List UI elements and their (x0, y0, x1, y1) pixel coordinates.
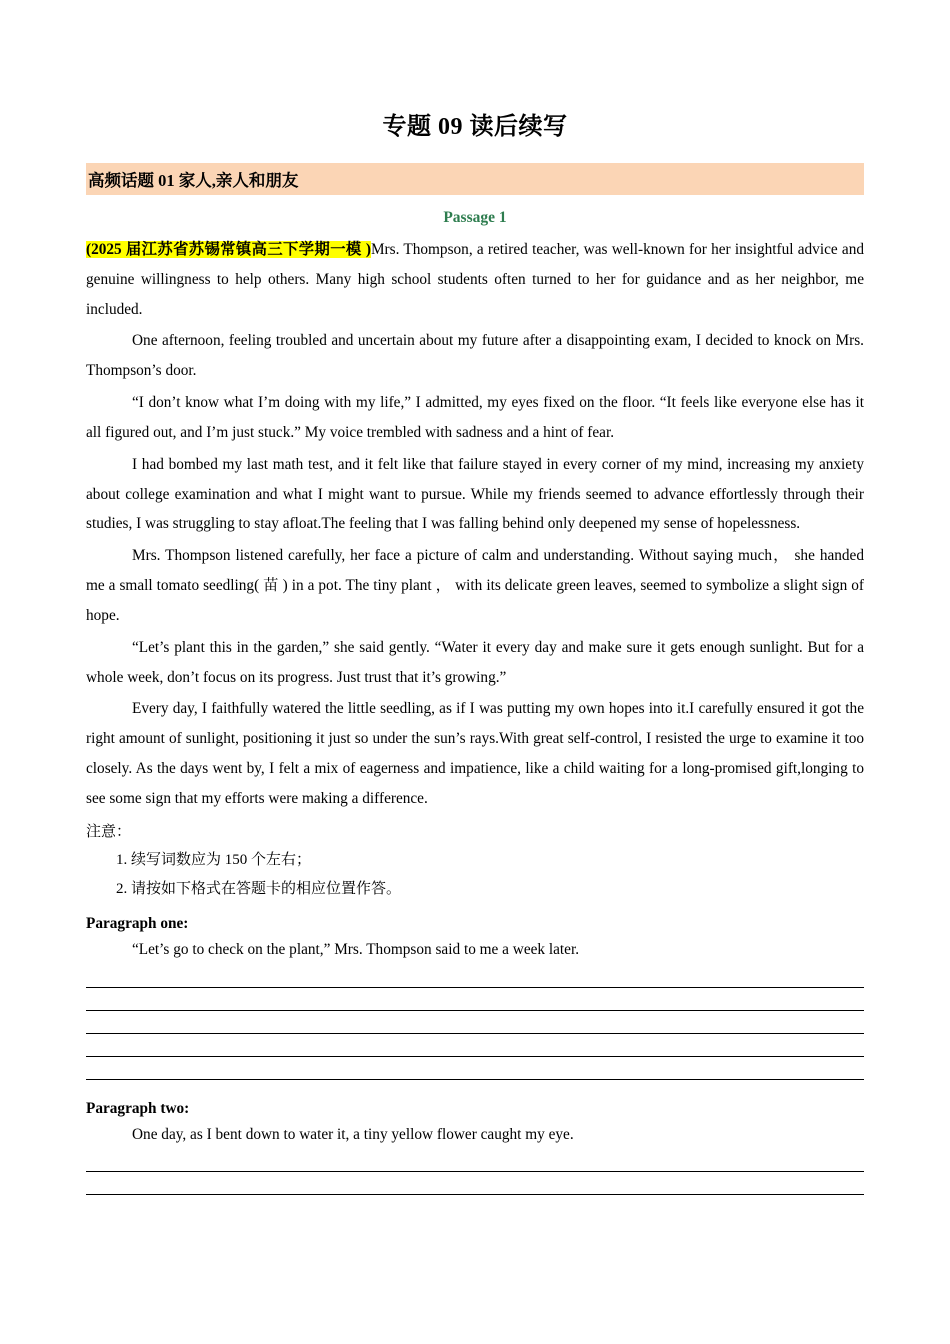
paragraph-4: I had bombed my last math test, and it felt like that failure stayed in every corner of my mind, increasing my anxiety about college examination and what I might want to pursue. While my friends seemed to advance effortlessly through their studies, I was struggling to stay afloat.The feeling that I was falling behind only deepened my sense of hopelessness. (86, 455, 864, 533)
paragraph-one-answer-lines[interactable] (86, 971, 864, 1080)
page-title: 专题 09 读后续写 (382, 114, 568, 140)
paragraph-two-answer-lines[interactable] (86, 1155, 864, 1195)
answer-line[interactable] (86, 1034, 864, 1057)
paragraph-5: Mrs. Thompson listened carefully, her face a picture of calm and understanding. Without saying much， she handed me a small tomato seedling( 苗 ) in a pot. The tiny plant ， with its delicate green leaves, seemed to symbolize a slight sign of hope. (86, 547, 864, 624)
notice-item-2: 2. 请按如下格式在答题卡的相应位置作答。 (116, 881, 402, 898)
source-tag: (2025 届江苏省苏锡常镇高三下学期一模 ) (86, 241, 371, 258)
paragraph-text: Mrs. Thompson, a retired teacher, was well-known for her insightful advice and genuine willingness to help others. Many high school students often turned to her for guidance and as her neighbor, me included. (86, 241, 864, 318)
paragraph-2: One afternoon, feeling troubled and uncertain about my future after a disappointing exam, I decided to knock on Mrs. Thompson’s door. (86, 332, 864, 380)
notice-item-1: 1. 续写词数应为 150 个左右； (116, 852, 312, 869)
paragraph-intro (86, 235, 864, 324)
topic-heading-bar: 高频话题 01 家人,亲人和朋友 (86, 163, 864, 195)
answer-line[interactable] (86, 1172, 864, 1195)
answer-line[interactable] (86, 1155, 864, 1172)
answer-line[interactable] (86, 1057, 864, 1080)
notice-label: 注意： (86, 823, 132, 840)
paragraph-two-starter: One day, as I bent down to water it, a tiny yellow flower caught my eye. (132, 1125, 574, 1143)
paragraph-one-label: Paragraph one: (86, 914, 189, 932)
paragraph-one-starter: “Let’s go to check on the plant,” Mrs. Thompson said to me a week later. (132, 940, 580, 958)
answer-line-rule (86, 1194, 864, 1195)
paragraph-3: “I don’t know what I’m doing with my life,” I admitted, my eyes fixed on the floor. “It feels like everyone else has it all figured out, and I’m just stuck.” My voice trembled with sadness and a hint of fear. (86, 394, 864, 441)
paragraph-6: “Let’s plant this in the garden,” she said gently. “Water it every day and make sure it gets enough sunlight. But for a whole week, don’t focus on its progress. Just trust that it’s growing.” (86, 638, 864, 686)
paragraph-7: Every day, I faithfully watered the little seedling, as if I was putting my own hopes into it.I carefully ensured it got the right amount of sunlight, positioning it just so under the sun’s rays.With great self-control, I resisted the urge to examine it too closely. As the days went by, I felt a mix of eagerness and impatience, like a child waiting for a long-promised gift,longing to see some sign that my efforts were making a difference. (86, 700, 864, 807)
paragraph-two-label: Paragraph two: (86, 1099, 190, 1117)
answer-line[interactable] (86, 971, 864, 988)
answer-line[interactable] (86, 1011, 864, 1034)
answer-line-rule (86, 1079, 864, 1080)
passage-label: Passage 1 (443, 209, 507, 226)
answer-line[interactable] (86, 988, 864, 1011)
